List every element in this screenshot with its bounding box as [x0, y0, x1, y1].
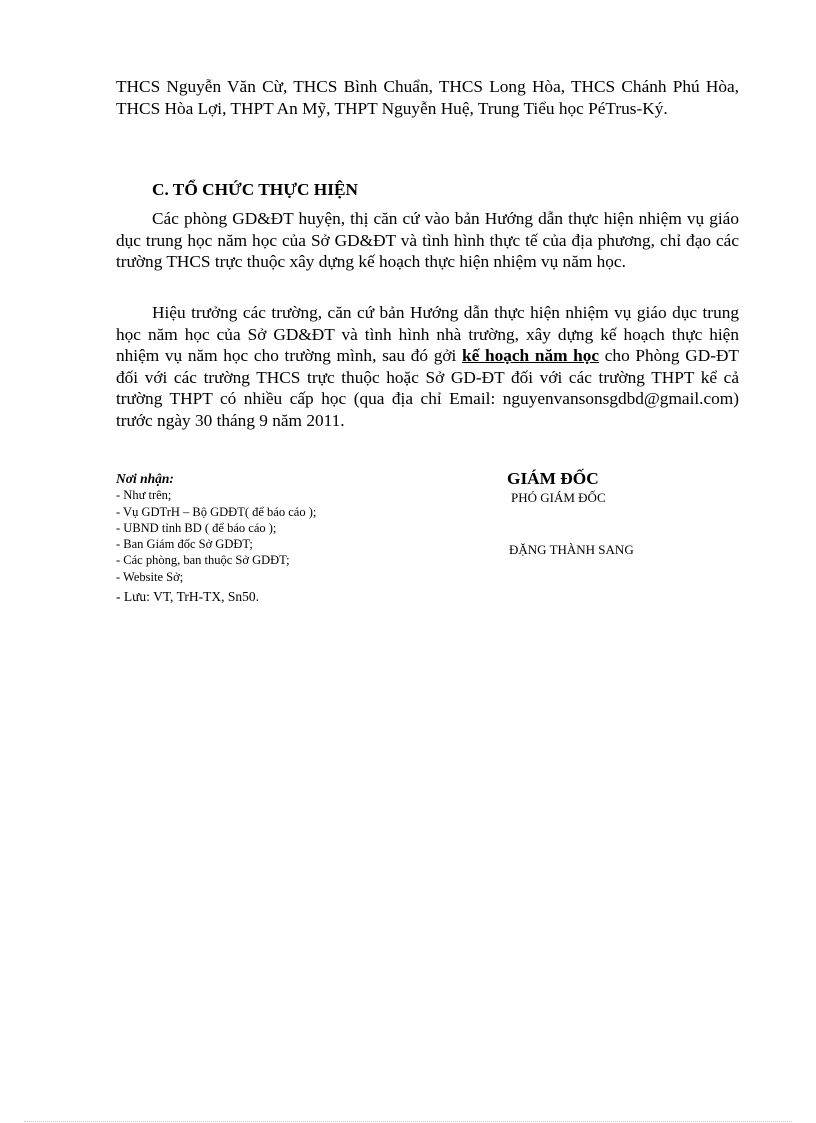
- recipient-item: - Website Sở;: [116, 569, 184, 584]
- continuation-paragraph: THCS Nguyễn Văn Cừ, THCS Bình Chuẩn, THCS Long Hòa, THCS Chánh Phú Hòa, THCS Hòa Lợi, THPT An Mỹ, THPT Nguyễn Huệ, Trung Tiểu học PéTrus-Ký.: [116, 77, 739, 118]
- recipient-item: - Các phòng, ban thuộc Sở GDĐT;: [116, 553, 290, 568]
- section-heading: C. TỔ CHỨC THỰC HIỆN: [152, 180, 358, 199]
- signer-name: ĐẶNG THÀNH SANG: [509, 542, 634, 557]
- recipients-block: [116, 471, 446, 605]
- signer-title: GIÁM ĐỐC: [507, 469, 599, 488]
- page-bottom-divider: [24, 1121, 792, 1122]
- recipient-item: - Ban Giám đốc Sở GDĐT;: [116, 537, 253, 552]
- recipients-title: Nơi nhận:: [116, 471, 174, 486]
- signer-subtitle: PHÓ GIÁM ĐỐC: [511, 490, 606, 505]
- recipient-archive: - Lưu: VT, TrH-TX, Sn50.: [116, 589, 259, 605]
- recipient-item: - UBND tỉnh BD ( để báo cáo );: [116, 520, 277, 535]
- recipient-item: - Vụ GDTrH – Bộ GDĐT( để báo cáo );: [116, 504, 317, 519]
- plan-emphasis: kế hoạch năm học: [462, 346, 600, 366]
- paragraph-2-text-after: cho Phòng GD-ĐT đối với các trường THCS trực thuộc hoặc Sở GD-ĐT đối với các trường THPT kể cả trường THPT có nhiều cấp học (qua địa chỉ Email: nguyenvansonsgdbd@gmail.com) trước ngày 30 tháng 9 năm 2011.: [116, 346, 739, 430]
- signature-block: [507, 468, 747, 558]
- paragraph-phong-gddt: Các phòng GD&ĐT huyện, thị căn cứ vào bản Hướng dẫn thực hiện nhiệm vụ giáo dục trung học năm học của Sở GD&ĐT và tình hình thực tế của địa phương, chỉ đạo các trường THCS trực thuộc xây dựng kế hoạch thực hiện nhiệm vụ năm học.: [116, 209, 739, 272]
- recipient-item: - Như trên;: [116, 488, 172, 503]
- paragraph-hieu-truong: [116, 302, 739, 432]
- paragraph-2-text-before: Hiệu trưởng các trường, căn cứ bản Hướng dẫn thực hiện nhiệm vụ giáo dục trung học năm học của Sở GD&ĐT và tình hình nhà trường, xây dựng kế hoạch thực hiện nhiệm vụ năm học cho trường mình, sau đó gởi: [116, 303, 739, 366]
